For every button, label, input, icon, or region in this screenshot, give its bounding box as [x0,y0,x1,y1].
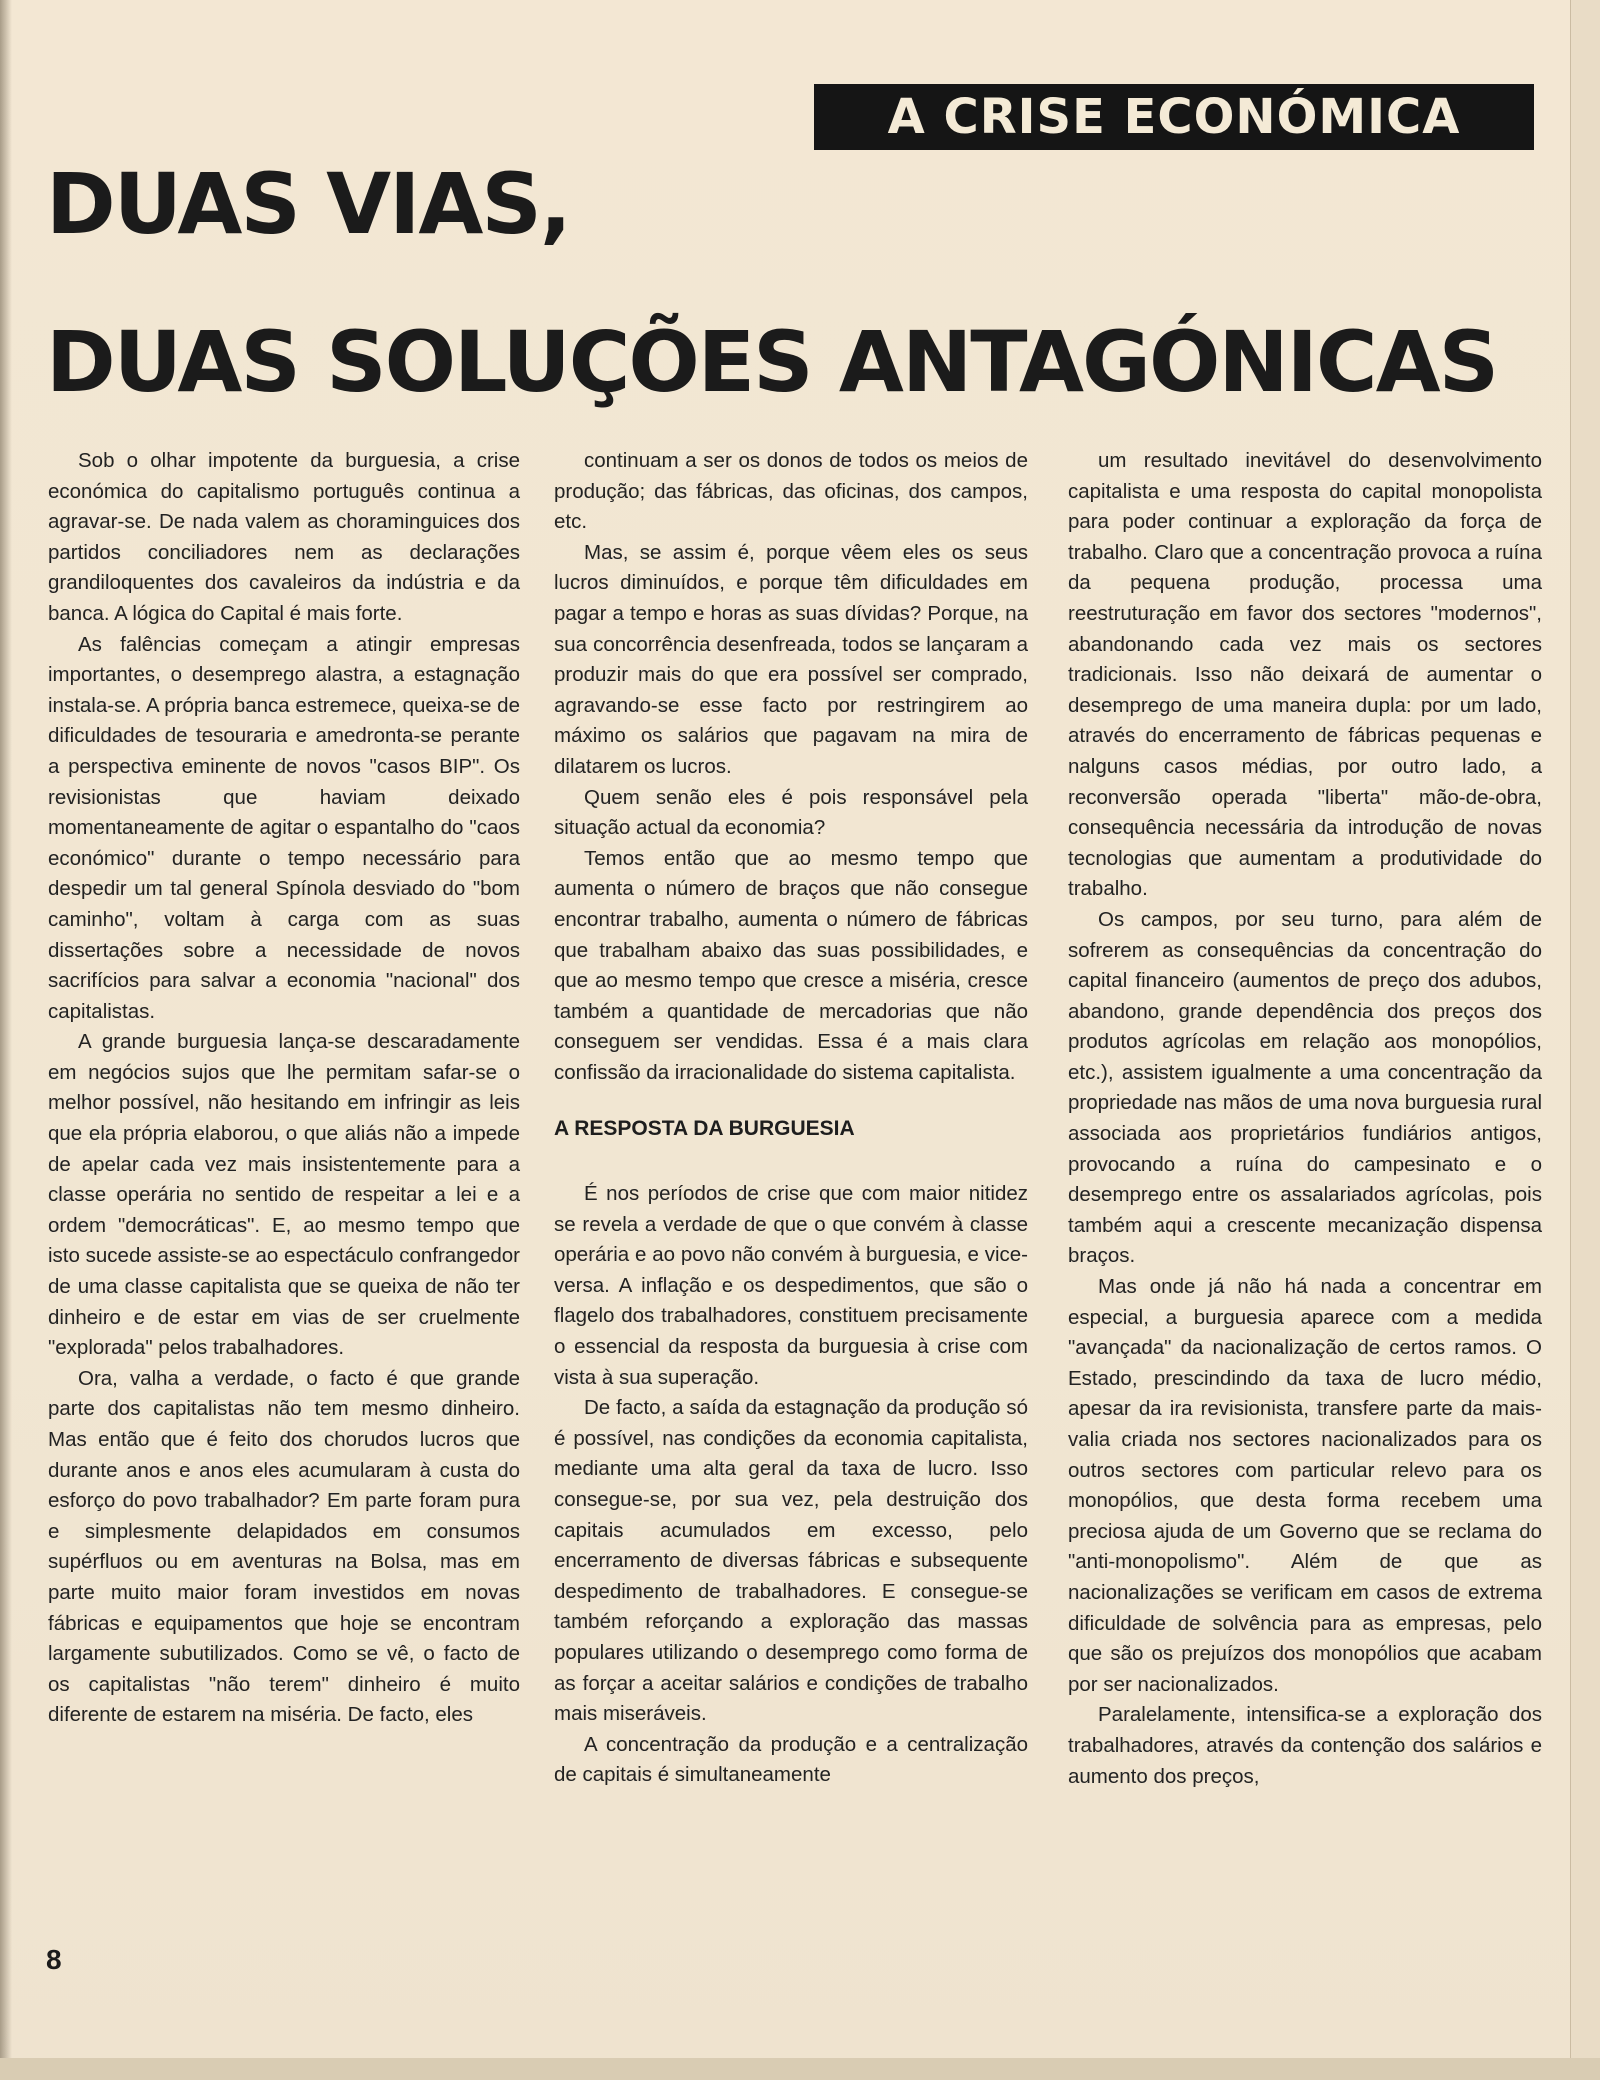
next-page-edge [1570,0,1600,2080]
paragraph: As falências começam a atingir empresas importantes, o desemprego alastra, a estagnação instala-se. A própria banca estremece, queixa-se de dificuldades de tesouraria e amedronta-se perante a perspectiva eminente de novos "casos BIP". Os revisionistas que haviam deixado momentaneamente de agitar o espantalho do "caos económico" durante o tempo necessário para despedir um tal general Spínola desviado do "bom caminho", voltam à carga com as suas dissertações sobre a necessidade de novos sacrifícios para salvar a economia "nacional" dos capitalistas. [48,632,520,1023]
section-banner: A CRISE ECONÓMICA [814,84,1534,150]
paragraph: Paralelamente, intensifica-se a exploração dos trabalhadores, através da contenção dos salários e aumento dos preços, [1068,1703,1542,1788]
paragraph: Mas, se assim é, porque vêem eles os seus lucros diminuídos, e porque têm dificuldades em pagar a tempo e horas as suas dívidas? Porque, na sua concorrência desenfreada, todos se lançaram a produzir mais do que era possível ser comprado, agravando-se esse facto por restringirem ao máximo os salários que pagavam na mira de dilatarem os lucros. [554,540,1028,778]
article-column-3 [1068,446,1542,1792]
page-bottom-edge [0,2058,1600,2080]
paragraph: A grande burguesia lança-se descaradamente em negócios sujos que lhe permitam safar-se o melhor possível, não hesitando em infringir as leis que ela própria elaborou, o que aliás não a impede de apelar cada vez mais insistentemente para a classe operária no sentido de respeitar a lei e a ordem "democráticas". E, ao mesmo tempo que isto sucede assiste-se ao espectáculo confrangedor de uma classe capitalista que se queixa de não ter dinheiro e de estar em vias de ser cruelmente "explorada" pelos trabalhadores. [48,1030,520,1360]
article-column-1 [48,446,520,1731]
headline-line-1: DUAS VIAS, [46,155,570,253]
paragraph: Os campos, por seu turno, para além de sofrerem as consequências da concentração do capital financeiro (aumentos de preço dos adubos, abandono, grande dependência dos preços dos produtos agrícolas em relação aos monopólios, etc.), assistem igualmente a uma concentração da propriedade nas mãos de uma nova burguesia rural associada aos proprietários fundiários antigos, provocando a ruína do campesinato e o desemprego entre os assalariados agrícolas, pois também aqui a crescente mecanização dispensa braços. [1068,907,1542,1268]
page-gutter-shadow [0,0,12,2080]
paragraph: continuam a ser os donos de todos os meios de produção; das fábricas, das oficinas, dos campos, etc. [554,449,1028,534]
paragraph: um resultado inevitável do desenvolvimento capitalista e uma resposta do capital monopolista para poder continuar a exploração da força de trabalho. Claro que a concentração provoca a ruína da pequena produção, processa uma reestruturação em favor dos sectores "modernos", abandonando cada vez mais os sectores tradicionais. Isso não deixará de aumentar o desemprego de uma maneira dupla: por um lado, através do encerramento de fábricas pequenas e nalguns casos médias, por outro lado, a reconversão operada "liberta" mão-de-obra, consequência necessária da introdução de novas tecnologias que aumentam a produtividade do trabalho. [1068,449,1542,901]
paragraph: De facto, a saída da estagnação da produção só é possível, nas condições da economia capitalista, mediante uma alta geral da taxa de lucro. Isso consegue-se, por sua vez, pela destruição dos capitais acumulados em excesso, pelo encerramento de diversas fábricas e subsequente despedimento de trabalhadores. E consegue-se também reforçando a exploração das massas populares utilizando o desemprego como forma de as forçar a aceitar salários e condições de trabalho mais miseráveis. [554,1396,1028,1726]
paragraph: A concentração da produção e a centralização de capitais é simultaneamente [554,1732,1028,1787]
paragraph: Quem senão eles é pois responsável pela situação actual da economia? [554,785,1028,840]
article-column-2 [554,446,1028,1791]
paragraph: Ora, valha a verdade, o facto é que grande parte dos capitalistas não tem mesmo dinheiro. Mas então que é feito dos chorudos lucros que durante anos e anos eles acumularam à custa do esforço do povo trabalhador? Em parte foram pura e simplesmente delapidados em consumos supérfluos ou em aventuras na Bolsa, mas em parte muito maior foram investidos em novas fábricas e equipamentos que hoje se encontram largamente subutilizados. Como se vê, o facto de os capitalistas "não terem" dinheiro é muito diferente de estarem na miséria. De facto, eles [48,1366,520,1727]
headline-line-2: DUAS SOLUÇÕES ANTAGÓNICAS [46,313,1498,411]
section-subheading: A RESPOSTA DA BURGUESIA [554,1117,855,1141]
page-number: 8 [46,1944,62,1975]
paragraph: Temos então que ao mesmo tempo que aumenta o número de braços que não consegue encontrar trabalho, aumenta o número de fábricas que trabalham abaixo das suas possibilidades, e que ao mesmo tempo que cresce a miséria, cresce também a quantidade de mercadorias que não conseguem ser vendidas. Essa é a mais clara confissão da irracionalidade do sistema capitalista. [554,846,1028,1084]
paragraph: É nos períodos de crise que com maior nitidez se revela a verdade de que o que convém à classe operária e ao povo não convém à burguesia, e vice-versa. A inflação e os despedimentos, que são o flagelo dos trabalhadores, constituem precisamente o essencial da resposta da burguesia à crise com vista à sua superação. [554,1182,1028,1389]
paragraph: Sob o olhar impotente da burguesia, a crise económica do capitalismo português continua a agravar-se. De nada valem as choraminguices dos partidos conciliadores nem as declarações grandiloquentes dos cavaleiros da indústria e da banca. A lógica do Capital é mais forte. [48,449,520,625]
paragraph: Mas onde já não há nada a concentrar em especial, a burguesia aparece com a medida "avançada" da nacionalização de certos ramos. O Estado, prescindindo da taxa de lucro médio, apesar da ira revisionista, transfere parte da mais-valia criada nos sectores nacionalizados para os outros sectores com particular relevo para os monopólios, que desta forma recebem uma preciosa ajuda de um Governo que se reclama do "anti-monopolismo". Além de que as nacionalizações se verificam em casos de extrema dificuldade de solvência para as empresas, pelo que são os prejuízos dos monopólios que acabam por ser nacionalizados. [1068,1275,1542,1696]
